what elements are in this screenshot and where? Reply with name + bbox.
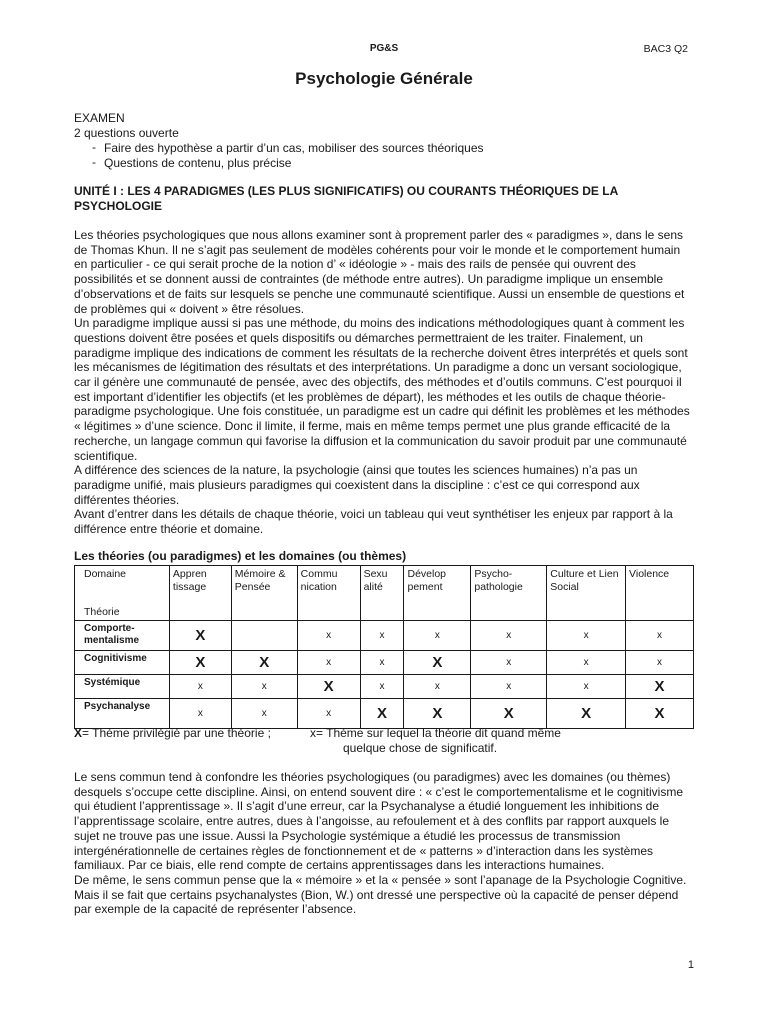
legend-minor [310, 726, 600, 756]
row-header: Systémique [75, 675, 170, 699]
table-cell: X [231, 651, 297, 675]
table-cell: X [404, 651, 471, 675]
row-header: Comporte-mentalisme [75, 621, 170, 651]
table-cell: X [547, 699, 626, 729]
column-header: Dévelop pement [404, 566, 471, 621]
exam-item: - Faire des hypothèse a partir d’un cas, mobiliser des sources théoriques [92, 141, 694, 156]
paragraph: Un paradigme implique aussi si pas une méthode, du moins des indications méthodologiques quant à comment les questions doivent être posées et quels dispositifs ou démarches permettraient de les traiter. Finalement, un paradigme implique des indications de comment les résultats de la recherche doivent êtres interprétés et quels sont les mécanismes de légitimation des résultats et des interprétations. Un paradigme a donc un versant sociologique, car il génère une communauté de pensée, avec des objectifs, des méthodes et d’outils communs. C’est pourquoi il est important d’identifier les objectifs (et les problèmes de départ), les méthodes et les outils de chaque théorie-paradigme psychologique. Une fois constituée, un paradigme est un cadre qui définit les problèmes et les méthodes « légitimes » d’une science. Donc il limite, il ferme, mais en même temps permet une plus grande efficacité de la recherche, un langage commun qui favorise la diffusion et la communication du savoir produit par une communauté scientifique. [74, 316, 690, 463]
table-cell: x [404, 675, 471, 699]
paragraph: Le sens commun tend à confondre les théories psychologiques (ou paradigmes) avec les domaines (ou thèmes) desquels s’occupe cette discipline. Ainsi, on entend souvent dire : « c’est le comportementalisme et le cognitivisme qui étudient l’apprentissage ». Il s’agit d’une erreur, car la Psychanalyse a étudié longuement les inhibitions de l’apprentissage scolaire, entre autres, dues à l’angoisse, au refoulement et à des conflits par rapport auxquels le sujet ne trouve pas une issue. Aussi la Psychologie systémique a étudié les processus de transmission intergénérationnelle de certaines règles de fonctionnement et de « patterns » d’interaction dans les systèmes familiaux. Par ce biais, elle rend compte de certains apprentissages dans les interactions humaines. [74, 770, 683, 873]
unit-heading: UNITÉ I : LES 4 PARADIGMES (LES PLUS SIGNIFICATIFS) OU COURANTS THÉORIQUES DE LA PSYCHOLOGIE [74, 184, 618, 213]
row-header: Cognitivisme [75, 651, 170, 675]
table-cell: x [297, 621, 360, 651]
paragraph: A différence des sciences de la nature, la psychologie (ainsi que toutes les sciences humaines) n’a pas un paradigme unifié, mais plusieurs paradigmes qui coexistent dans la discipline : c’est ce qui correspond aux différentes théories. [74, 463, 640, 507]
column-header: Violence [626, 566, 694, 621]
table-cell: x [471, 675, 547, 699]
legend-major-text: = Thème privilégié par une théorie ; [82, 726, 271, 740]
document-title: Psychologie Générale [295, 69, 473, 88]
column-header: Commu nication [297, 566, 360, 621]
table-cell [231, 621, 297, 651]
table-cell: X [626, 675, 694, 699]
corner-cell [75, 566, 170, 621]
table-cell: x [547, 675, 626, 699]
row-header: Psychanalyse [75, 699, 170, 729]
legend-minor-line: quelque chose de significatif. [343, 741, 498, 755]
table-cell: x [360, 651, 404, 675]
table-cell: X [626, 699, 694, 729]
exam-subheading: 2 questions ouverte [74, 126, 179, 140]
exam-section [74, 111, 694, 171]
paragraph: Les théories psychologiques que nous allons examiner sont à proprement parler des « paradigmes », dans le sens de Thomas Khun. Il ne s’agit pas seulement de modèles cohérents pour voir le monde et le comportement humain en particulier - ce qui serait proche de la notion d’ « idéologie » - mais des rails de pensée qui ouvrent des possibilités et se donnent aussi de contraintes (de méthode entre autres). Un paradigme implique un ensemble d’observations et de faits sur lesquels se penche une communauté scientifique. Aussi un ensemble de questions et de problèmes qui « doivent » être résolues. [74, 228, 685, 316]
table-row [75, 621, 694, 651]
table-cell: x [360, 675, 404, 699]
table-row [75, 651, 694, 675]
legend-minor-line: x= Thème sur lequel la théorie dit quand même [310, 726, 561, 740]
table-row [75, 699, 694, 729]
column-header: Culture et Lien Social [547, 566, 626, 621]
table-cell: X [169, 621, 231, 651]
discussion-text [74, 770, 696, 917]
table-cell: x [471, 651, 547, 675]
column-header: Sexu alité [360, 566, 404, 621]
table-cell: X [404, 699, 471, 729]
table-cell: x [404, 621, 471, 651]
table-cell: x [297, 699, 360, 729]
table-cell: X [297, 675, 360, 699]
table-cell: x [626, 621, 694, 651]
table-cell: x [231, 699, 297, 729]
page-number: 1 [687, 959, 694, 971]
table-header-row [75, 566, 694, 621]
corner-theory-label: Théorie [84, 606, 120, 618]
table-caption: Les théories (ou paradigmes) et les domaines (ou thèmes) [74, 549, 407, 563]
exam-list [74, 141, 694, 171]
theories-domains-table [74, 565, 694, 729]
column-header: Psycho- pathologie [471, 566, 547, 621]
legend-big-symbol: X [74, 726, 83, 740]
header-level: BAC3 Q2 [643, 43, 688, 55]
paragraph: Avant d’entrer dans les détails de chaque théorie, voici un tableau qui veut synthétiser les enjeux par rapport à la différence entre théorie et domaine. [74, 507, 673, 537]
header-course-code: PG&S [369, 43, 399, 54]
paragraph: De même, le sens commun pense que la « mémoire » et la « pensée » sont l’apanage de la Psychologie Cognitive. Mais il se fait que certains psychanalystes (Bion, W.) ont dressé une perspective où la capacité de penser dépend par exemple de la capacité de représenter l’absence. [74, 872, 687, 917]
table-cell: x [471, 621, 547, 651]
table-row [75, 675, 694, 699]
table-cell: x [547, 621, 626, 651]
exam-item: - Questions de contenu, plus précise [92, 156, 694, 171]
intro-text [74, 228, 696, 537]
table-cell: x [169, 699, 231, 729]
table-cell: x [231, 675, 297, 699]
table-cell: x [297, 651, 360, 675]
table-cell: x [626, 651, 694, 675]
table-cell: x [547, 651, 626, 675]
corner-domain-label: Domaine [84, 568, 127, 580]
table-cell: X [471, 699, 547, 729]
table-cell: x [360, 621, 404, 651]
column-header: Mémoire & Pensée [231, 566, 297, 621]
column-header: Appren tissage [169, 566, 231, 621]
table-cell: x [169, 675, 231, 699]
legend-major [74, 726, 271, 741]
table-cell: X [169, 651, 231, 675]
table-cell: X [360, 699, 404, 729]
exam-heading: EXAMEN [74, 111, 125, 125]
